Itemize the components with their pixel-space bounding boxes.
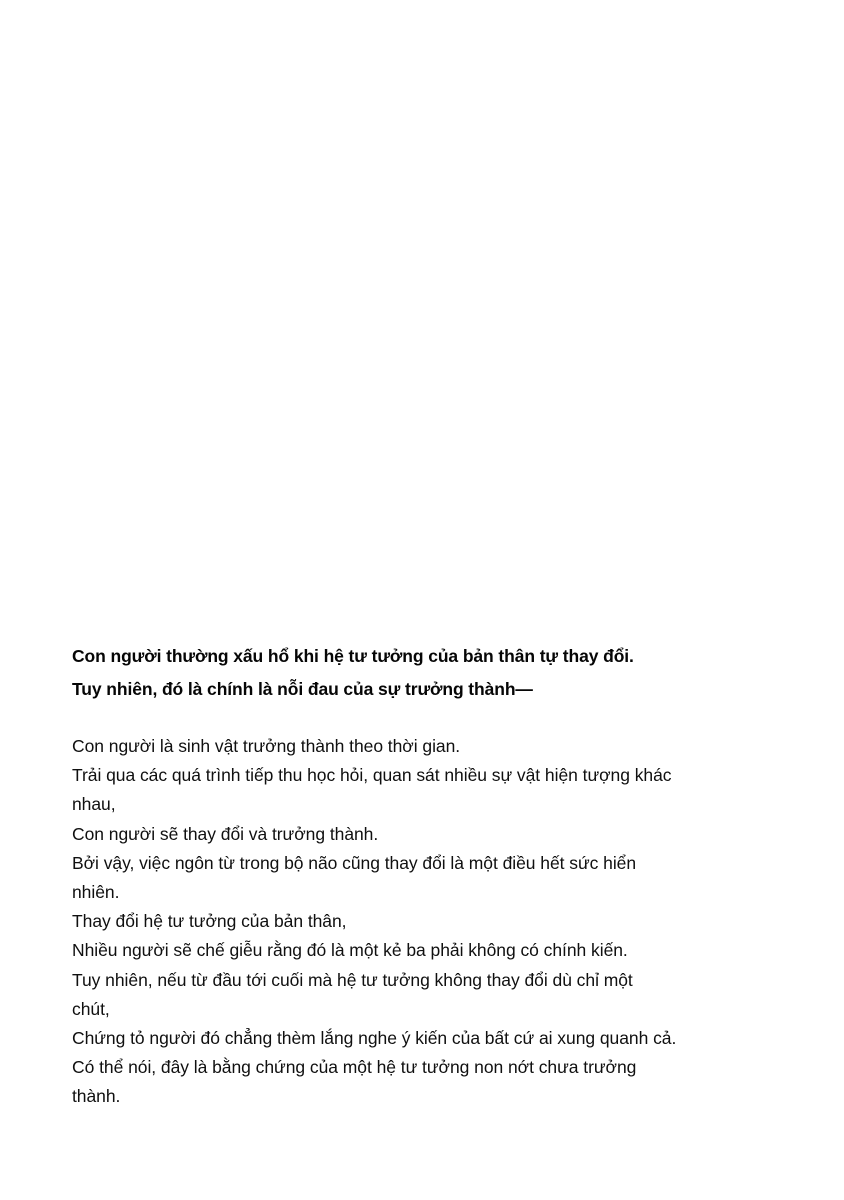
body-line: thành.	[72, 1086, 121, 1107]
text-block	[72, 640, 772, 1112]
body-line: Trải qua các quá trình tiếp thu học hỏi, quan sát nhiều sự vật hiện tượng khác	[72, 765, 672, 786]
body-line: Nhiều người sẽ chế giễu rằng đó là một kẻ ba phải không có chính kiến.	[72, 940, 628, 961]
body-line: nhiên.	[72, 882, 120, 903]
body-line: Thay đổi hệ tư tưởng của bản thân,	[72, 911, 347, 932]
body-line: Có thể nói, đây là bằng chứng của một hệ tư tưởng non nớt chưa trưởng	[72, 1057, 637, 1078]
body-line: Tuy nhiên, nếu từ đầu tới cuối mà hệ tư tưởng không thay đổi dù chỉ một	[72, 969, 633, 990]
body-line: nhau,	[72, 794, 116, 815]
lead-line: Con người thường xấu hổ khi hệ tư tưởng của bản thân tự thay đổi.	[72, 646, 634, 666]
lead-line: Tuy nhiên, đó là chính là nỗi đau của sự trưởng thành—	[72, 679, 533, 699]
body-line: Chứng tỏ người đó chẳng thèm lắng nghe ý kiến của bất cứ ai xung quanh cả.	[72, 1028, 677, 1049]
lead-paragraph	[72, 640, 772, 706]
body-line: Con người sẽ thay đổi và trưởng thành.	[72, 823, 379, 844]
body-paragraph	[72, 732, 772, 1112]
body-line: Con người là sinh vật trưởng thành theo thời gian.	[72, 736, 461, 756]
paragraph-spacer	[72, 706, 772, 732]
body-line: Bởi vậy, việc ngôn từ trong bộ não cũng thay đổi là một điều hết sức hiển	[72, 852, 637, 873]
body-line: chút,	[72, 998, 110, 1019]
